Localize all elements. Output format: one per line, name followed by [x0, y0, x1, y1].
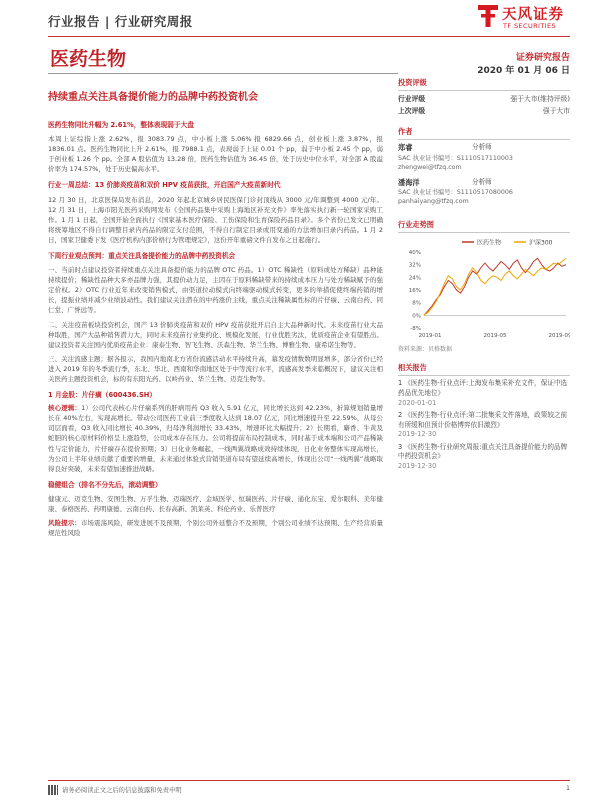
- section-title: 下周行业观点预判：重点关注具备提价能力的品牌中药投资机会: [48, 251, 236, 260]
- related-report[interactable]: [398, 411, 570, 440]
- risk-label: 风险提示：: [48, 519, 81, 528]
- report-headline: 持续重点关注具备提价能力的品牌中药投资机会: [48, 92, 258, 103]
- section-title: 医药生物同比升幅为 2.61%，整体表现弱于大盘: [48, 120, 194, 129]
- author-role: 分析师: [472, 143, 492, 152]
- y-tick-label: 16%: [408, 288, 421, 295]
- author-card: [398, 143, 570, 172]
- rating-value: 强于大市: [542, 106, 570, 115]
- author-cert: SAC 执业证书编号：S1110517080006: [398, 189, 513, 197]
- main-content: [48, 90, 383, 542]
- rating-heading: 投资评级: [398, 78, 570, 91]
- y-tick-label: 40%: [408, 250, 421, 257]
- chart-source: 资料来源：贝格数据: [398, 346, 453, 354]
- golden-stock-title: 1 月金股：片仔癀（600436.SH）: [48, 390, 157, 399]
- page-number: 1: [565, 785, 570, 792]
- report-type: 证券研究报告: [515, 53, 570, 63]
- section-title: 行业一周总结：13 价肺炎疫苗和双价 HPV 疫苗获批，开启国产大疫苗新时代: [48, 181, 281, 190]
- header-category: 行业报告 | 行业研究周报: [48, 14, 193, 29]
- risk-paragraph: [48, 518, 383, 538]
- series-line: [424, 259, 566, 316]
- related-report-date: 2019-12-30: [398, 430, 437, 439]
- legend-label: 医药生物: [477, 239, 502, 247]
- industry-trend-chart: [398, 236, 570, 342]
- section-paragraph: 一、当前时点建议投资者持续重点关注具备提价能力的品牌 OTC 药品。1）OTC 稀缺性（原料或处方稀缺）品种能持续提价；稀缺性品种大多亦品牌力强，其提价动力足，主因在于原料稀缺带来的持续成本压力与处方稀缺赋予的强定价权。2）OTC 行业近年来改变销售模式，由渠道拉动模式向终端驱动模式转变，更多的举措促使终端药销的增长，提振业绩并减少业绩波动性。我们建议关注潜在的中药涨价主线，重点关注稀缺属性标的片仔癀、云南白药、同仁堂、广誉远等。: [48, 266, 383, 315]
- related-report-title[interactable]: 1 《医药生物-行业点评:上海发布集采补充文件，保证中选药品优先地位》: [398, 379, 568, 398]
- related-report[interactable]: [398, 443, 570, 472]
- author-card: [398, 178, 570, 207]
- trend-chart-svg: [398, 236, 570, 342]
- portfolio-text: 健康元、迈克生物、安图生物、万孚生物、迈瑞医疗、金域医学、恒瑞医药、片仔癀、通化东宝、爱尔眼科、美年健康、泰格医药、药明康德、云南白药、长春高新、凯莱英、科伦药业、乐普医疗: [48, 495, 383, 514]
- y-tick-label: 8%: [412, 301, 421, 308]
- author-email[interactable]: panhaiyang@tfzq.com: [398, 198, 469, 206]
- y-tick-label: -8%: [410, 326, 421, 333]
- logo-text-en: TF SECURITIES: [503, 22, 557, 30]
- author-role: 分析师: [472, 177, 492, 186]
- related-report-date: 2019-12-30: [398, 461, 437, 470]
- x-tick-label: 2019-05: [483, 333, 507, 340]
- related-report-title[interactable]: 3 《医药生物-行业研究周报:重点关注具备提价能力的品牌中药投资机会》: [398, 442, 568, 461]
- core-logic-label: 核心逻辑：: [48, 404, 82, 413]
- header-divider: [48, 36, 570, 37]
- y-tick-label: 0%: [412, 313, 421, 320]
- x-tick-label: 2019-09: [548, 333, 570, 340]
- related-report-date: 2020-01-01: [398, 398, 437, 407]
- logo-mark-icon: [478, 5, 498, 27]
- author-email[interactable]: zhengwei@tfzq.com: [398, 163, 462, 171]
- report-date: 2020 年 01 月 06 日: [477, 66, 570, 76]
- disclaimer: 请务必阅读正文之后的信息披露和免责申明: [62, 787, 182, 794]
- section-paragraph: 本周上证综指上涨 2.62%，报 3083.79 点，中小板上涨 5.06% 报 6829.66 点，创业板上涨 3.87%，报 1836.01 点。医药生物同比上升 2.61%，报 7988.1 点，表现弱于上证 0.01 个 pp，弱于中小板 2.45 个 pp，弱于创业板 1.26 个 pp。全部 A 股估值为 13.28 倍，医药生物估值为 36.45 倍，处于历史中位水平，对全部 A 股溢价率为 174.57%，处于历史偏高水平。: [48, 134, 384, 174]
- section-paragraph: 12 月 30 日，北京医保局发布消息，2020 年起北京城乡居民医保门诊封顶线从 3000 元/年调整到 4000 元/年。12 月 31 日，上海市阳光医药采购网发布《全国药品集中采购上海地区补充文件》率先落实执行新一轮国家采购工作。1 月 1 日起，全国开始全面执行《国家基本医疗保险、工伤保险和生育保险药品目录》。多个省份已发文已明确将统筹地区不得自行调整目录内药品的限定支付范围，不得自行制定目录或用变通的方法增加目录内药品。1 月 2 日，国家卫健委下发《医疗机构内部价格行为管理规定》，这份开年重磅文件自发布之日起施行。: [48, 195, 383, 244]
- author-name: 潘海洋: [398, 177, 420, 187]
- related-report-title[interactable]: 2 《医药生物-行业点评:第二批集采文件落地，政策较之前有所缓和但预计价格博弈依旧激烈》: [398, 411, 568, 429]
- author-name: 郑睿: [398, 143, 413, 153]
- y-tick-label: 24%: [408, 275, 421, 282]
- author-heading: 作者: [398, 127, 570, 140]
- section-paragraph: 二、关注疫苗板块投资机会，国产 13 价肺炎疫苗和双价 HPV 疫苗获批开启自主大品种新时代。未来疫苗行业大品种取胜，国产大品种销售潜力大，同时未来疫苗行业集约化、规模化发展，行业优胜劣汰，优质疫苗企业有望胜出。建议投资者关注国内优质疫苗企业：康泰生物、智飞生物、沃森生物、华兰生物、博雅生物、康希诺生物等。: [48, 320, 383, 349]
- author-cert: SAC 执业证书编号：S1110517110003: [398, 154, 513, 162]
- trend-heading: 行业走势图: [398, 220, 570, 233]
- rating-row: [398, 94, 570, 106]
- rating-value: 强于大市(维持评级): [510, 95, 570, 103]
- core-logic-paragraph: [48, 403, 383, 473]
- rating-key: 上次评级: [398, 106, 426, 115]
- series-line: [424, 259, 566, 316]
- x-tick-label: 2019-01: [418, 333, 442, 340]
- rating-key: 行业评级: [398, 95, 426, 103]
- qr-code-icon: [48, 785, 58, 795]
- core-logic-text: 1）公司代表核心片仔癀系列的肝病用药 Q3 收入 5.91 亿元，同比增长达到 42.23%，折算规划销量增长在 40%左右，实现高增长。带动公司医药工业前三季度收入达到 18.07 亿元，同比增速提升至 22.59%，从母公司层面看，Q3 收入同比增长 40.39%，归母净利润增长 33.43%，增速环比大幅提升；2）长期看，麝香、牛黄及蛇胆的核心原材料价格呈上涨趋势，公司成本存在压力。公司将提前布局控制成本，同时基于成本端和公司产品稀缺性与定价能力，片仔癀存在提价预期；3）日化业务崛起，一线两翼战略成效持续体现，日化业务整体实现高增长，为公司上半年业绩贡献了重要的增量，未来通过体验式营销渠道布局有望延续高增长，体现出公司“一线两翼”战略取得良好突破，未来有望加速推进战略。: [48, 404, 383, 473]
- related-heading: 相关报告: [398, 363, 570, 376]
- tf-securities-logo: [478, 2, 570, 36]
- page-title: 医药生物: [50, 48, 127, 70]
- rating-row: [398, 106, 570, 118]
- title-divider: [48, 73, 398, 74]
- legend-label: 沪深300: [529, 239, 553, 247]
- portfolio-title: 稳健组合（排名不分先后，滚动调整）: [48, 480, 162, 489]
- page-footer: [48, 780, 570, 794]
- logo-text-cn: 天风证券: [502, 7, 564, 23]
- sidebar: [398, 78, 570, 474]
- section-paragraph: 三、关注流感主题；据各报示，我国内地南北方省份流感活动水平持续升高，幕发疫情数数明显增多，部分省份已经进入 2019 年的冬季流行季，东北、华北、西南和华南地区处于中等流行水平，流感高发季来临概况下，建议关注相关医药主题投资机会，标的有东阳光药、以岭药业、华兰生物、迈克生物等。: [48, 354, 383, 383]
- risk-text: 市场震荡风险，研发进展不及预期，个别公司外延整合不及预期，个别公司业绩不达预期、生产经营质量规范性风险: [48, 519, 384, 538]
- y-tick-label: 32%: [408, 263, 421, 270]
- related-report[interactable]: [398, 379, 570, 408]
